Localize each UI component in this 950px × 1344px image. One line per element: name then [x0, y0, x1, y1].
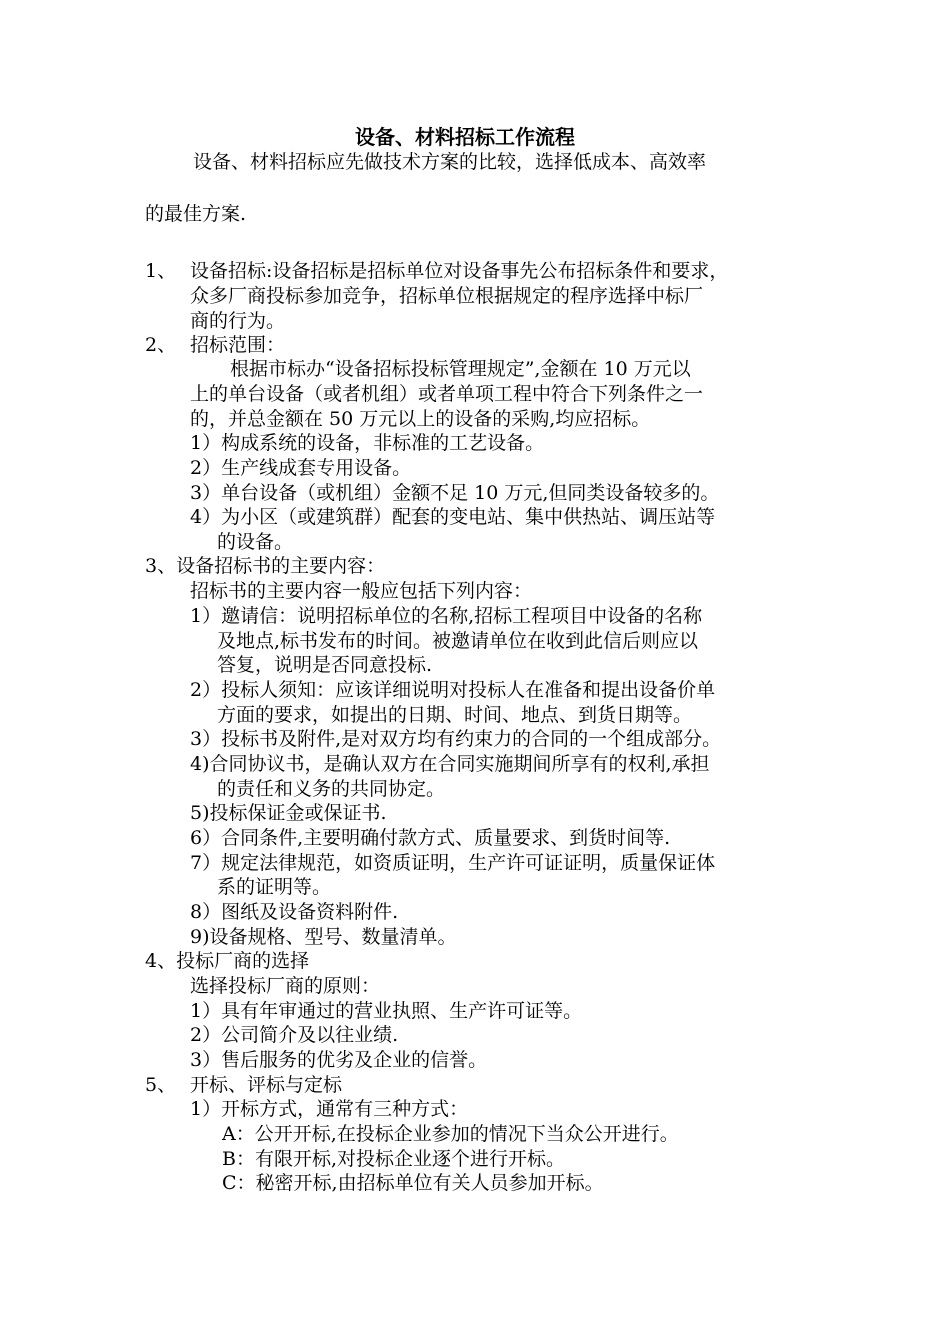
section-4-item: 2）公司简介及以往业绩.: [190, 1024, 399, 1046]
section-2-item: 1）构成系统的设备，非标准的工艺设备。: [190, 432, 545, 454]
section-4-heading: 4、投标厂商的选择: [145, 950, 310, 972]
section-2-para: 的，并总金额在 50 万元以上的设备的采购,均应招标。: [190, 408, 651, 430]
intro-line: 设备、材料招标应先做技术方案的比较，选择低成本、高效率: [193, 151, 707, 173]
section-3-item: 4)合同协议书，是确认双方在合同实施期间所享有的权利,承担: [190, 753, 710, 775]
section-2-para: 根据市标办“设备招标投标管理规定”,金额在 10 万元以: [230, 358, 691, 380]
section-2-para: 上的单台设备（或者机组）或者单项工程中符合下列条件之一: [190, 383, 704, 405]
section-3-item: 答复，说明是否同意投标.: [217, 654, 433, 676]
section-number: 5、: [145, 1074, 177, 1096]
section-3-item: 的责任和义务的共同协定。: [217, 778, 446, 800]
section-5-item: A：公开开标,在投标企业参加的情况下当众公开进行。: [222, 1123, 679, 1145]
section-3-item: 1）邀请信：说明招标单位的名称,招标工程项目中设备的名称: [190, 605, 703, 627]
section-3-item: 9)设备规格、型号、数量清单。: [190, 926, 457, 948]
section-3-item: 2）投标人须知：应该详细说明对投标人在准备和提出设备价单: [190, 679, 716, 701]
section-3-item: 3）投标书及附件,是对双方均有约束力的合同的一个组成部分。: [190, 728, 722, 750]
section-1-line: 设备招标:设备招标是招标单位对设备事先公布招标条件和要求，: [190, 260, 729, 282]
section-3-heading: 3、设备招标书的主要内容：: [145, 555, 386, 577]
section-3-intro: 招标书的主要内容一般应包括下列内容：: [190, 580, 533, 602]
section-5-heading: 开标、评标与定标: [190, 1074, 343, 1096]
section-2-item: 4）为小区（或建筑群）配套的变电站、集中供热站、调压站等: [190, 506, 716, 528]
section-3-item: 7）规定法律规范，如资质证明，生产许可证证明，质量保证体: [190, 852, 716, 874]
section-3-item: 8）图纸及设备资料附件.: [190, 901, 399, 923]
section-3-item: 方面的要求，如提出的日期、时间、地点、到货日期等。: [217, 704, 693, 726]
section-1-line: 众多厂商投标参加竞争，招标单位根据规定的程序选择中标厂: [190, 285, 704, 307]
document-title: 设备、材料招标工作流程: [355, 125, 575, 149]
section-3-item: 5)投标保证金或保证书.: [190, 802, 387, 824]
section-2-item: 的设备。: [217, 531, 294, 553]
section-2-item: 2）生产线成套专用设备。: [190, 457, 412, 479]
section-2-item: 3）单台设备（或机组）金额不足 10 万元,但同类设备较多的。: [190, 482, 720, 504]
section-2-heading: 招标范围：: [190, 334, 286, 356]
section-4-item: 3）售后服务的优劣及企业的信誉。: [190, 1049, 488, 1071]
section-3-item: 6）合同条件,主要明确付款方式、质量要求、到货时间等.: [190, 827, 671, 849]
section-5-sub: 1）开标方式，通常有三种方式：: [190, 1098, 469, 1120]
section-4-item: 1）具有年审通过的营业执照、生产许可证等。: [190, 1000, 583, 1022]
section-number: 2、: [145, 334, 177, 356]
section-5-item: C：秘密开标,由招标单位有关人员参加开标。: [222, 1172, 604, 1194]
section-3-item: 及地点,标书发布的时间。被邀请单位在收到此信后则应以: [217, 630, 699, 652]
section-3-item: 系的证明等。: [217, 876, 332, 898]
section-5-item: B：有限开标,对投标企业逐个进行开标。: [222, 1148, 566, 1170]
section-4-intro: 选择投标厂商的原则：: [190, 975, 381, 997]
section-number: 1、: [145, 260, 177, 282]
section-1-line: 商的行为。: [190, 310, 286, 332]
intro-line: 的最佳方案.: [145, 203, 247, 225]
